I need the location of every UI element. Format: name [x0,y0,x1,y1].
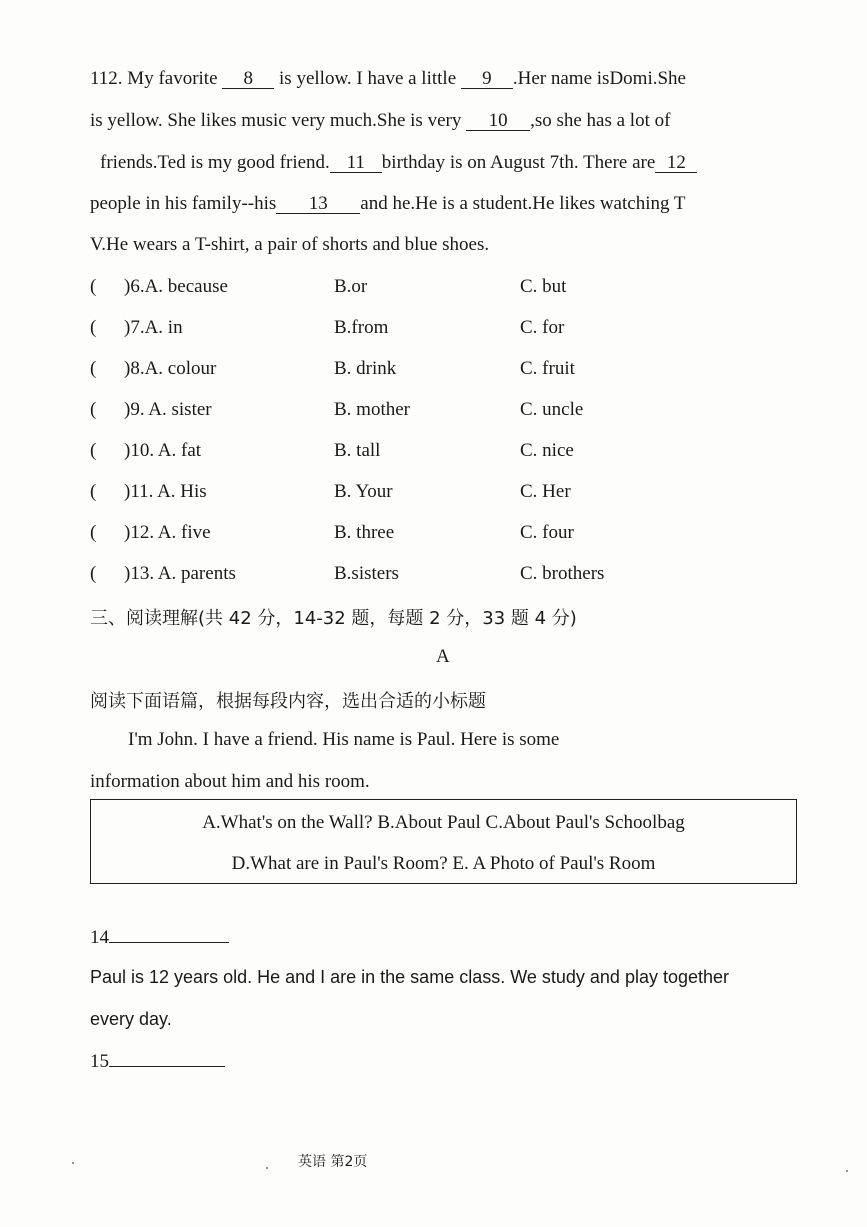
passage-text: people in his family--his [90,193,277,214]
paragraph-14-line-2: every day. [90,1009,172,1029]
scan-speck [266,1167,268,1169]
question-14 [90,926,229,949]
question-row [90,317,790,341]
answer-paren: ( [90,317,97,338]
question-row [90,563,790,587]
question-row [90,481,790,505]
passage-text: .Her name isDomi.She [512,68,686,89]
question-row [90,399,790,423]
option-c: C. brothers [520,563,605,584]
question-row [90,522,790,546]
paragraph-14-line-1: Paul is 12 years old. He and I are in the same class. We study and play together [90,967,730,987]
instruction: 阅读下面语篇，根据每段内容，选出合适的小标题 [90,691,486,712]
answer-paren: ( [90,563,97,584]
passage-line-3 [100,152,697,174]
option-b: B. tall [334,440,381,461]
headings-line-1: A.What's on the Wall? B.About Paul C.About Paul's Schoolbag [202,812,685,833]
passage-text: 112. My favorite [90,68,223,89]
question-15 [90,1050,225,1073]
page-footer: 英语 第2页 [298,1154,368,1170]
answer-paren: ( [90,358,97,379]
passage-line-2 [90,110,670,132]
option-c: C. Her [520,481,571,502]
blank-9: 9 [461,70,513,89]
part-label: A [436,646,450,667]
option-b: B. three [334,522,395,543]
scan-speck [72,1162,74,1164]
passage-text: is yellow. I have a little [274,68,461,89]
option-a: )7.A. in [124,317,183,338]
answer-paren: ( [90,276,97,297]
passage-line-5: V.He wears a T-shirt, a pair of shorts and blue shoes. [90,234,490,255]
answer-paren: ( [90,522,97,543]
blank-8: 8 [222,70,274,89]
option-a: )12. A. five [124,522,211,543]
question-row [90,276,790,300]
answer-line [109,926,229,943]
passage-text: and he.He is a student.He likes watching T [360,193,686,214]
passage-text: ,so she has a lot of [530,110,671,131]
option-c: C. uncle [520,399,584,420]
answer-paren: ( [90,481,97,502]
answer-paren: ( [90,440,97,461]
option-b: B.sisters [334,563,399,584]
option-b: B. drink [334,358,397,379]
blank-13: 13 [276,195,360,214]
option-a: )6.A. because [124,276,228,297]
intro-line-2: information about him and his room. [90,771,370,792]
option-c: C. nice [520,440,574,461]
option-c: C. four [520,522,574,543]
passage-line-1 [90,68,686,90]
question-number: 15 [90,1051,109,1072]
option-b: B. Your [334,481,393,502]
option-b: B.or [334,276,368,297]
blank-10: 10 [466,112,530,131]
answer-paren: ( [90,399,97,420]
passage-text: birthday is on August 7th. There are [381,152,656,173]
headings-box [90,799,797,884]
option-a: )9. A. sister [124,399,212,420]
option-a: )10. A. fat [124,440,202,461]
section-title: 三、阅读理解(共 42 分，14-32 题，每题 2 分，33 题 4 分) [90,608,577,629]
blank-11: 11 [330,154,382,173]
intro-line-1: I'm John. I have a friend. His name is Paul. Here is some [128,729,560,750]
question-row [90,358,790,382]
option-a: )8.A. colour [124,358,217,379]
option-b: B.from [334,317,389,338]
option-c: C. but [520,276,567,297]
option-b: B. mother [334,399,410,420]
question-row [90,440,790,464]
answer-line [109,1050,225,1067]
option-a: )11. A. His [124,481,207,502]
headings-line-2: D.What are in Paul's Room? E. A Photo of Paul's Room [231,853,656,874]
scan-speck [846,1170,848,1172]
option-c: C. for [520,317,565,338]
option-c: C. fruit [520,358,575,379]
option-a: )13. A. parents [124,563,236,584]
passage-line-4 [90,193,686,215]
passage-text: friends.Ted is my good friend. [100,152,330,173]
question-number: 14 [90,927,109,948]
passage-text: is yellow. She likes music very much.She is very [90,110,467,131]
blank-12: 12 [655,154,697,173]
